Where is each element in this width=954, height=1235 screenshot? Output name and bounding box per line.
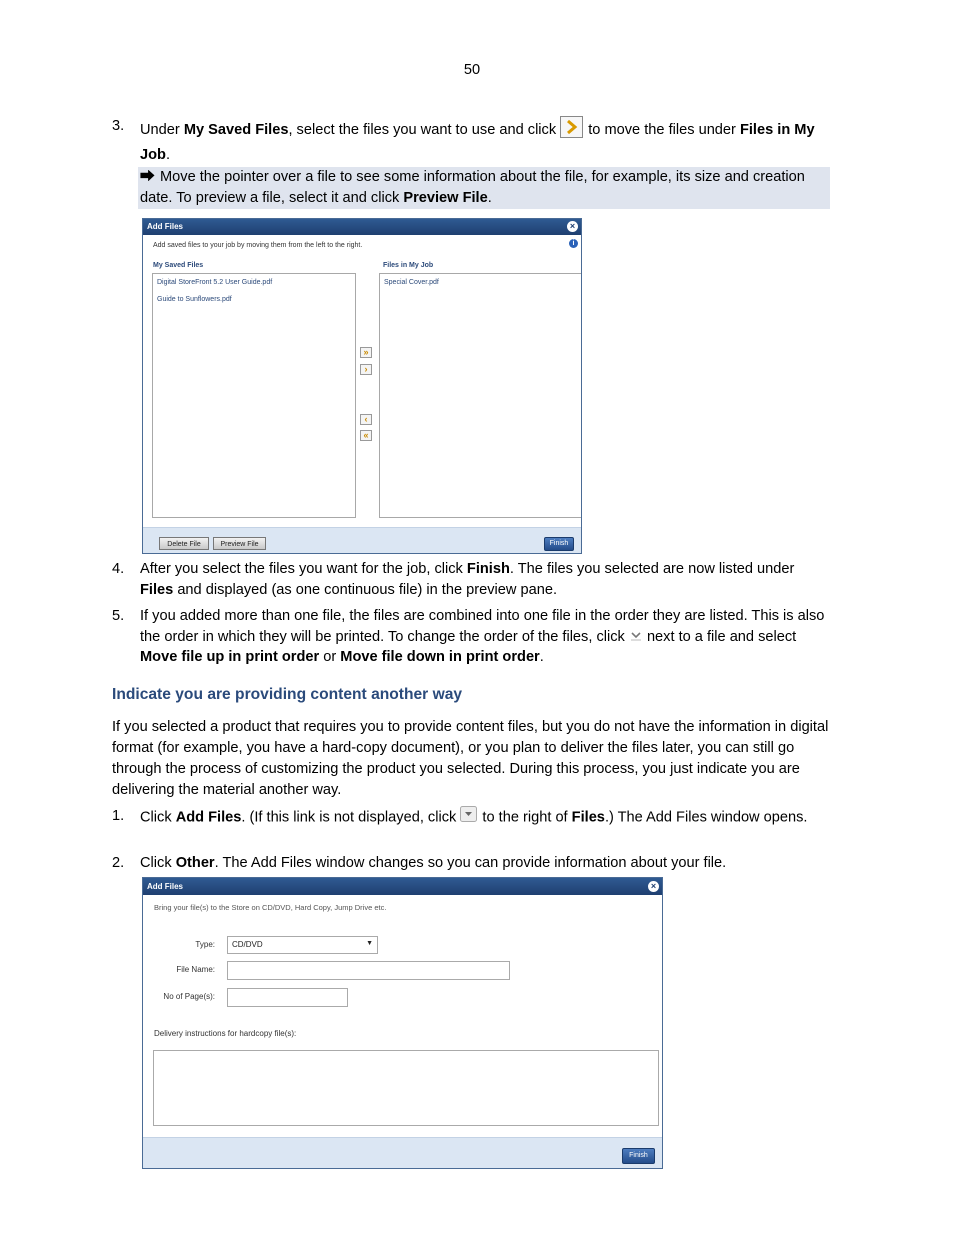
tip-arrow-icon: ⮕ (140, 169, 155, 185)
file-name-label: File Name: (176, 965, 215, 974)
dialog-footer (143, 1137, 662, 1168)
step-2: 2. Click Other. The Add Files window changes so you can provide information about your file. (112, 853, 830, 874)
pages-label: No of Page(s): (163, 992, 215, 1001)
dialog-title: Add Files (143, 219, 581, 235)
finish-button[interactable]: Finish (544, 537, 574, 551)
list-item[interactable]: Guide to Sunflowers.pdf (157, 296, 232, 303)
pages-input[interactable] (227, 988, 348, 1007)
step-number: 3. (112, 118, 125, 134)
type-label: Type: (195, 940, 215, 949)
move-right-icon (560, 116, 584, 145)
move-left-button[interactable]: ‹ (360, 414, 372, 425)
delete-file-button[interactable]: Delete File (159, 537, 209, 550)
move-right-button[interactable]: › (360, 364, 372, 375)
type-select[interactable] (227, 936, 378, 954)
chevron-down-icon (629, 627, 643, 648)
move-all-right-button[interactable]: » (360, 347, 372, 358)
finish-button[interactable]: Finish (622, 1148, 655, 1164)
step-number: 4. (112, 561, 125, 577)
add-files-dialog-other (142, 877, 663, 1169)
dialog-title: Add Files (143, 878, 662, 895)
step-5: 5. If you added more than one file, the files are combined into one file in the order they are listed. This is also the order in which they will be printed. To change the order of the files, click next to a file and select Move file up in print order or Move file down in print order. (112, 608, 825, 666)
list-item[interactable]: Digital StoreFront 5.2 User Guide.pdf (157, 279, 273, 286)
close-icon[interactable]: × (648, 881, 659, 892)
my-saved-files-label: My Saved Files (153, 262, 204, 269)
delivery-instructions-textarea[interactable] (153, 1050, 659, 1126)
page-number: 50 (463, 62, 481, 78)
delivery-instructions-label: Delivery instructions for hardcopy file(s): (154, 1029, 297, 1038)
section-paragraph: If you selected a product that requires you to provide content files, but you do not have the information in digital format (for example, you have a hard-copy document), or you plan to deliver the files later, you can still go through the process of customizing the product you selected. During this process, you just indicate you are delivering the material another way. (112, 719, 829, 798)
type-select-value: CD/DVD (232, 940, 263, 949)
step-number: 5. (112, 608, 125, 624)
move-all-left-button[interactable]: « (360, 430, 372, 441)
step-number: 2. (112, 855, 125, 871)
chevron-down-icon: ▼ (366, 940, 373, 947)
section-heading: Indicate you are providing content another way (112, 686, 463, 703)
list-item[interactable]: Special Cover.pdf (384, 279, 439, 286)
dropdown-icon (460, 806, 478, 830)
file-name-input[interactable] (227, 961, 510, 980)
preview-file-button[interactable]: Preview File (213, 537, 266, 550)
files-in-my-job-label: Files in My Job (383, 262, 434, 269)
dialog-instruction: Bring your file(s) to the Store on CD/DVD, Hard Copy, Jump Drive etc. (154, 903, 387, 912)
close-icon[interactable]: × (567, 221, 578, 232)
step-4: 4. After you select the files you want for the job, click Finish. The files you selected are now listed under Files and displayed (as one continuous file) in the preview pane. (112, 561, 795, 598)
step-3: 3. Under My Saved Files, select the files you want to use and click to move the files under Files in My Job. (112, 118, 815, 163)
tip-box: ⮕ Move the pointer over a file to see some information about the file, for example, its size and creation date. To preview a file, select it and click Preview File. (138, 167, 830, 209)
step-number: 1. (112, 808, 125, 824)
dialog-instruction: Add saved files to your job by moving them from the left to the right. (153, 242, 363, 249)
my-saved-files-list[interactable] (152, 273, 356, 518)
files-in-my-job-list[interactable] (379, 273, 582, 518)
add-files-dialog-saved (142, 218, 582, 554)
info-icon[interactable]: i (569, 239, 578, 248)
step-1: 1. Click Add Files. (If this link is not displayed, click to the right of Files.) The Add Files window opens. (112, 806, 830, 830)
